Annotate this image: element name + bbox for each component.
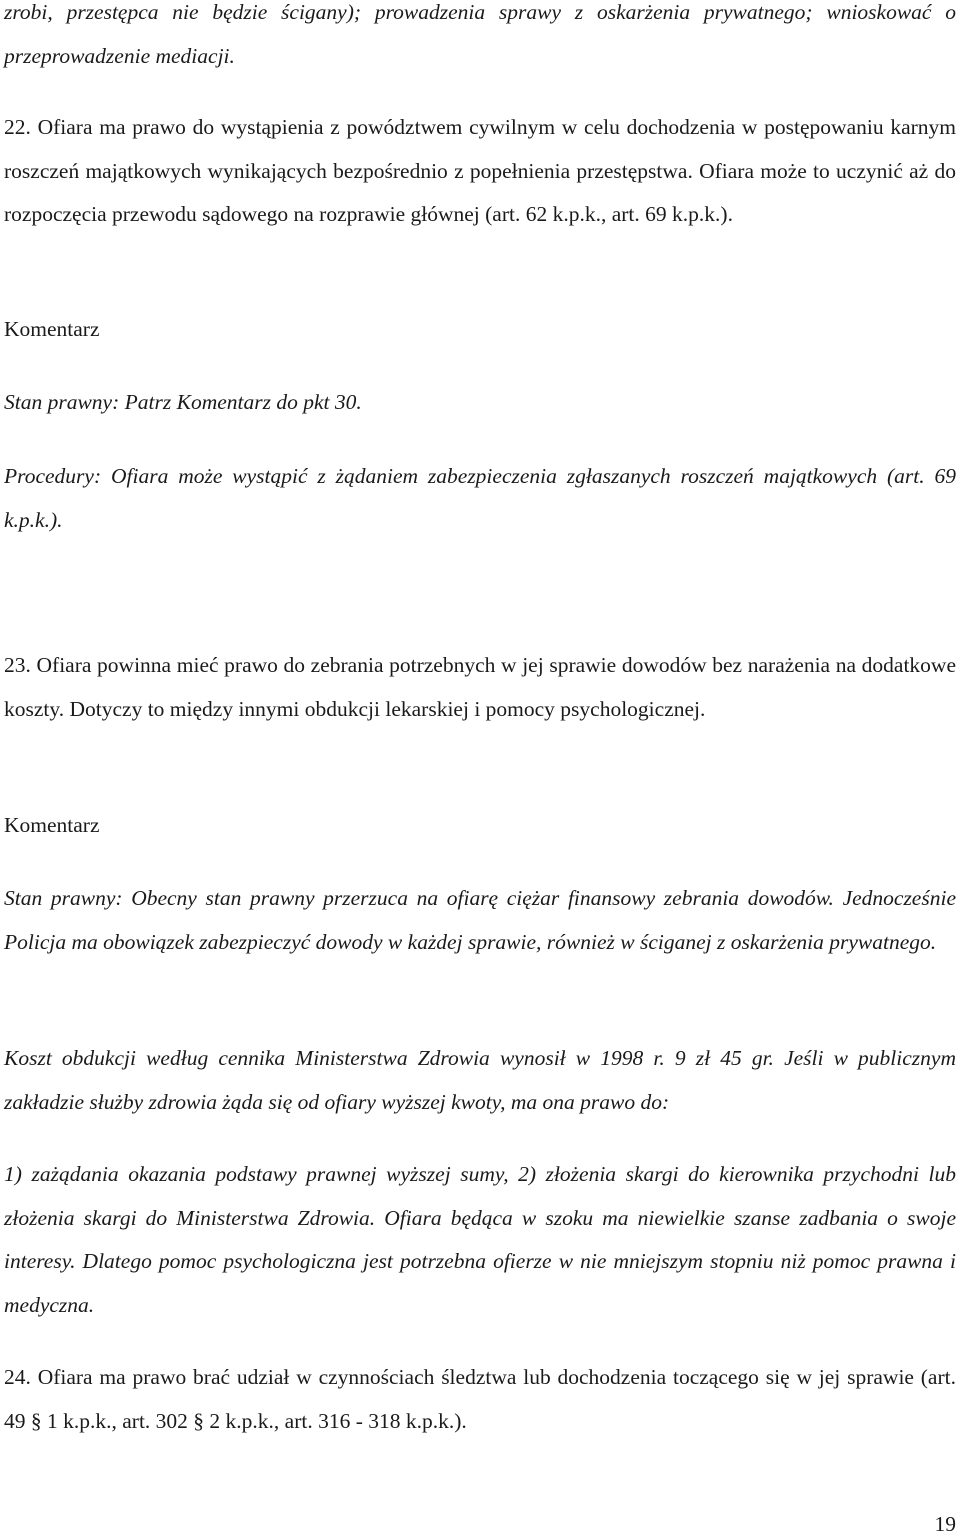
item-23: 23. Ofiara powinna mieć prawo do zebrania potrzebnych w jej sprawie dowodów bez narażenia na dodatkowe koszty. Dotyczy to między innymi obdukcji lekarskiej i pomocy psychologicznej. (4, 653, 956, 721)
komentarz-heading-2: Komentarz (4, 813, 100, 837)
koszt-obdukcji-paragraph: Koszt obdukcji według cennika Ministerstwa Zdrowia wynosił w 1998 r. 9 zł 45 gr. Jeśli w publicznym zakładzie służby zdrowia żąda się od ofiary wyższej kwoty, ma ona prawo do: (4, 1046, 956, 1114)
item-22: 22. Ofiara ma prawo do wystąpienia z powództwem cywilnym w celu dochodzenia w postępowaniu karnym roszczeń majątkowych wynikających bezpośrednio z popełnienia przestępstwa. Ofiara może to uczynić aż do rozpoczęcia przewodu sądowego na rozprawie głównej (art. 62 k.p.k., art. 69 k.p.k.). (4, 115, 956, 226)
page-number: 19 (934, 1512, 956, 1536)
stan-prawny-paragraph-2: Stan prawny: Obecny stan prawny przerzuca na ofiarę ciężar finansowy zebrania dowodów. Jednocześnie Policja ma obowiązek zabezpieczyć dowody w każdej sprawie, również w ściganej z oskarżenia prywatnego. (4, 886, 956, 954)
item-24: 24. Ofiara ma prawo brać udział w czynnościach śledztwa lub dochodzenia toczącego się w jej sprawie (art. 49 § 1 k.p.k., art. 302 § 2 k.p.k., art. 316 - 318 k.p.k.). (4, 1365, 956, 1433)
list-paragraph: 1) zażądania okazania podstawy prawnej wyższej sumy, 2) złożenia skargi do kierownika przychodni lub złożenia skargi do Ministerstwa Zdrowia. Ofiara będąca w szoku ma niewielkie szanse zadbania o swoje interesy. Dlatego pomoc psychologiczna jest potrzebna ofierze w nie mniejszym stopniu niż pomoc prawna i medyczna. (4, 1162, 956, 1317)
paragraph-continued: zrobi, przestępca nie będzie ścigany); prowadzenia sprawy z oskarżenia prywatnego; wnioskować o przeprowadzenie mediacji. (4, 0, 956, 68)
komentarz-heading: Komentarz (4, 317, 100, 341)
procedury-paragraph: Procedury: Ofiara może wystąpić z żądaniem zabezpieczenia zgłaszanych roszczeń majątkowych (art. 69 k.p.k.). (4, 464, 956, 532)
stan-prawny-paragraph: Stan prawny: Patrz Komentarz do pkt 30. (4, 390, 362, 414)
